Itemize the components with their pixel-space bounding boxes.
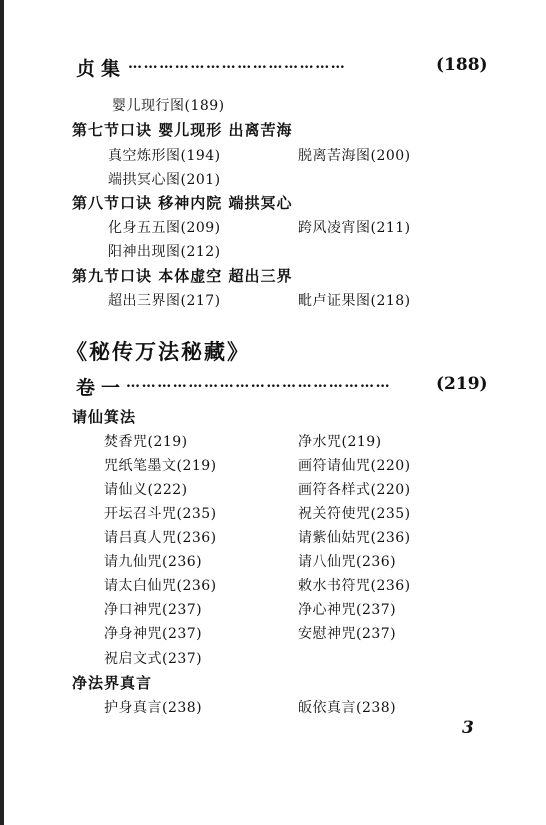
page-ref: (188) [436,55,488,75]
toc-entry: 皈依真言(238) [298,700,397,716]
toc-entry: 开坛召斗咒(235) [104,506,217,522]
toc-entry: 画符请仙咒(220) [298,458,411,474]
toc-entry: 化身五五图(209) [108,220,221,236]
toc-entry: 请九仙咒(236) [104,554,203,570]
toc-entry: 请八仙咒(236) [298,554,397,570]
toc-entry: 真空炼形图(194) [108,148,221,164]
toc-entry: 敕水书符咒(236) [298,578,411,594]
book-title: 《秘传万法秘藏》 [66,339,250,364]
toc-entry: 净口神咒(237) [104,602,203,618]
toc-entry: 净心神咒(237) [298,602,397,618]
toc-entry: 请太白仙咒(236) [104,578,217,594]
toc-entry: 祝启文式(237) [104,651,203,667]
toc-entry: 焚香咒(219) [104,434,188,450]
toc-entry: 净身神咒(237) [104,626,203,642]
toc-entry: 端拱冥心图(201) [108,172,221,188]
section-heading: 第七节口诀 婴儿现形 出离苦海 [72,121,293,139]
toc-entry: 脱离苦海图(200) [298,148,411,164]
leader-dots: …………………………………… [128,56,347,72]
page-number: 3 [462,718,474,738]
toc-entry: 毗卢证果图(218) [298,293,411,309]
section-heading: 请仙箕法 [72,408,137,426]
toc-entry: 护身真言(238) [104,700,203,716]
toc-entry: 请吕真人咒(236) [104,530,217,546]
part-title-zhenji: 贞集 [76,58,127,80]
leader-dots: …………………………………………… [126,375,392,391]
toc-entry: 画符各样式(220) [298,482,411,498]
toc-entry: 请紫仙姑咒(236) [298,530,411,546]
toc-entry: 请仙义(222) [104,482,188,498]
toc-entry: 婴儿现行图(189) [112,98,225,114]
toc-entry: 跨风凌宵图(211) [298,220,411,236]
toc-entry: 净水咒(219) [298,434,382,450]
section-heading: 第八节口诀 移神内院 端拱冥心 [72,194,293,212]
volume-title: 卷一 [76,377,127,399]
toc-entry: 咒纸笔墨文(219) [104,458,217,474]
page-ref: (219) [436,374,488,394]
toc-entry: 超出三界图(217) [108,293,221,309]
toc-entry: 阳神出现图(212) [108,244,221,260]
toc-entry: 安慰神咒(237) [298,626,397,642]
section-heading: 净法界真言 [72,674,153,692]
section-heading: 第九节口诀 本体虚空 超出三界 [72,267,293,285]
toc-entry: 祝关符使咒(235) [298,506,411,522]
